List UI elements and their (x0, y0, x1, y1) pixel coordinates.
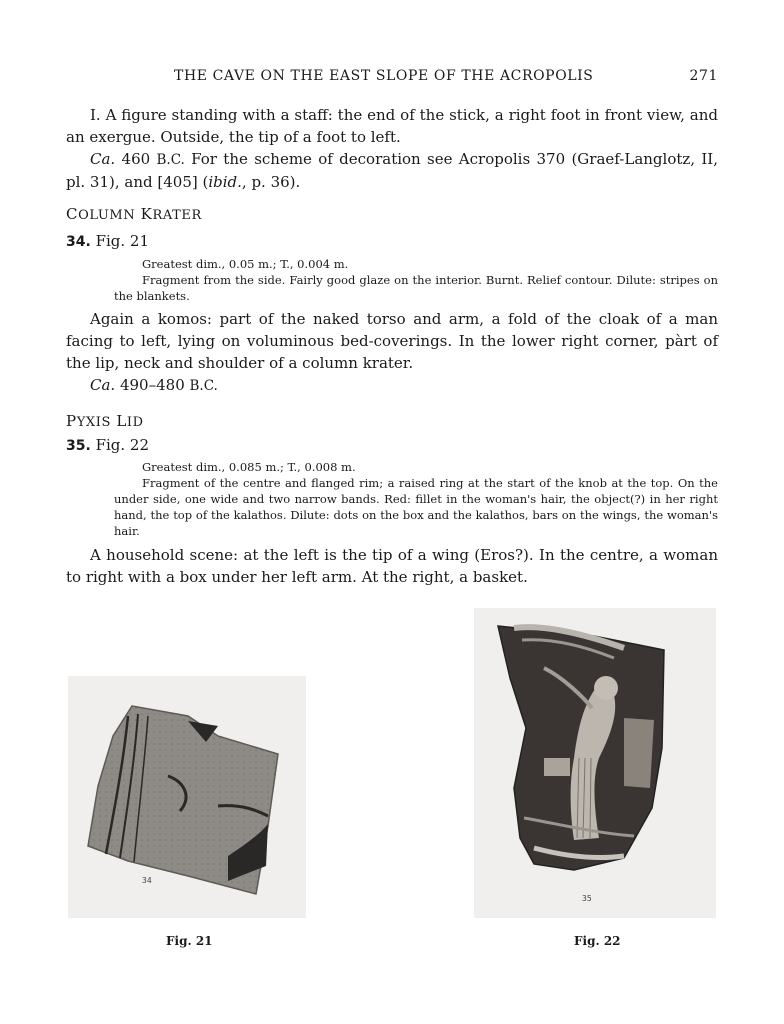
heading-initial-c: C (66, 205, 79, 223)
intro-text-b: For the scheme of decoration see Acropolis 370 (Graef-Langlotz, II, pl. 31), and [405] ( (66, 150, 719, 191)
figure-22-photo (474, 608, 716, 918)
intro-paragraph-2 (66, 148, 718, 193)
entry-34-fig-ref: Fig. 21 (95, 232, 150, 250)
figure-21-photo (68, 676, 306, 918)
entry-34-description: Fragment from the side. Fairly good glaze on the interior. Burnt. Relief contour. Dilute: stripes on the blankets. (114, 273, 718, 303)
heading-yxis: YXIS (76, 415, 111, 430)
entry-35-text: A household scene: at the left is the tip of a wing (Eros?). In the centre, a woman to right with a box under her left arm. At the right, a basket. (66, 546, 718, 586)
intro-date-ca: Ca. (90, 150, 116, 168)
entry-34-text-block (66, 308, 718, 397)
figure-21-inventory-mark: 34 (142, 876, 152, 885)
intro-bc: B.C. (156, 152, 185, 168)
entry-35-header (66, 436, 718, 454)
entry-35-text-block (66, 544, 718, 588)
kalathos-basket (624, 718, 654, 788)
entry-35-number: 35. (66, 438, 91, 454)
entry-35-description: Fragment of the centre and flanged rim; a raised ring at the start of the knob at the top. On the under side, one wide and two narrow bands. Red: fillet in the woman's hair, the object(?) in her right hand, the top of the kalathos. Dilute: dots on the box and the kalathos, bars on the wings, the woman's hair. (114, 476, 718, 538)
entry-34-date-ca: Ca. (90, 376, 116, 394)
entry-34-bc: B.C. (189, 378, 218, 394)
entry-35-details (66, 459, 718, 539)
section-heading-column-krater (66, 205, 718, 223)
intro-text-c: , p. 36). (241, 173, 301, 191)
heading-rater: RATER (152, 208, 202, 223)
fragment-35-image (474, 608, 716, 918)
heading-initial-k: K (135, 205, 153, 223)
entry-34-number: 34. (66, 234, 91, 250)
entry-35-fig-ref: Fig. 22 (95, 436, 150, 454)
entry-34-dims: Greatest dim., 0.05 m.; T., 0.004 m. (142, 257, 349, 271)
heading-initial-l: L (110, 412, 127, 430)
figure-22-caption: Fig. 22 (574, 934, 621, 948)
figure-22-inventory-mark: 35 (582, 894, 592, 903)
heading-initial-p: P (66, 412, 77, 430)
page-number: 271 (689, 68, 718, 84)
intro-block (66, 104, 718, 193)
woman-head (594, 676, 618, 700)
heading-id: ID (126, 415, 144, 430)
running-head-title: THE CAVE ON THE EAST SLOPE OF THE ACROPOLIS (174, 68, 594, 84)
entry-34-header (66, 232, 718, 250)
intro-paragraph-1: I. A figure standing with a staff: the end of the stick, a right foot in front view, and an exergue. Outside, the tip of a foot to left. (66, 106, 718, 146)
intro-text-a: 460 (115, 150, 157, 168)
box-object (544, 758, 570, 776)
entry-35-dims: Greatest dim., 0.085 m.; T., 0.008 m. (142, 460, 356, 474)
entry-34-details (66, 256, 718, 304)
intro-ibid: ibid. (208, 173, 242, 191)
entry-34-text: Again a komos: part of the naked torso and arm, a fold of the cloak of a man facing to left, lying on voluminous bed-coverings. In the lower right corner, pàrt of the lip, neck and shoulder of a column krater. (66, 310, 718, 372)
fragment-34-image (68, 676, 306, 918)
section-heading-pyxis-lid (66, 412, 718, 430)
figure-21-caption: Fig. 21 (166, 934, 213, 948)
heading-olumn: OLUMN (78, 208, 136, 223)
entry-34-date (66, 374, 718, 397)
entry-34-date-range: 490–480 (115, 376, 190, 394)
